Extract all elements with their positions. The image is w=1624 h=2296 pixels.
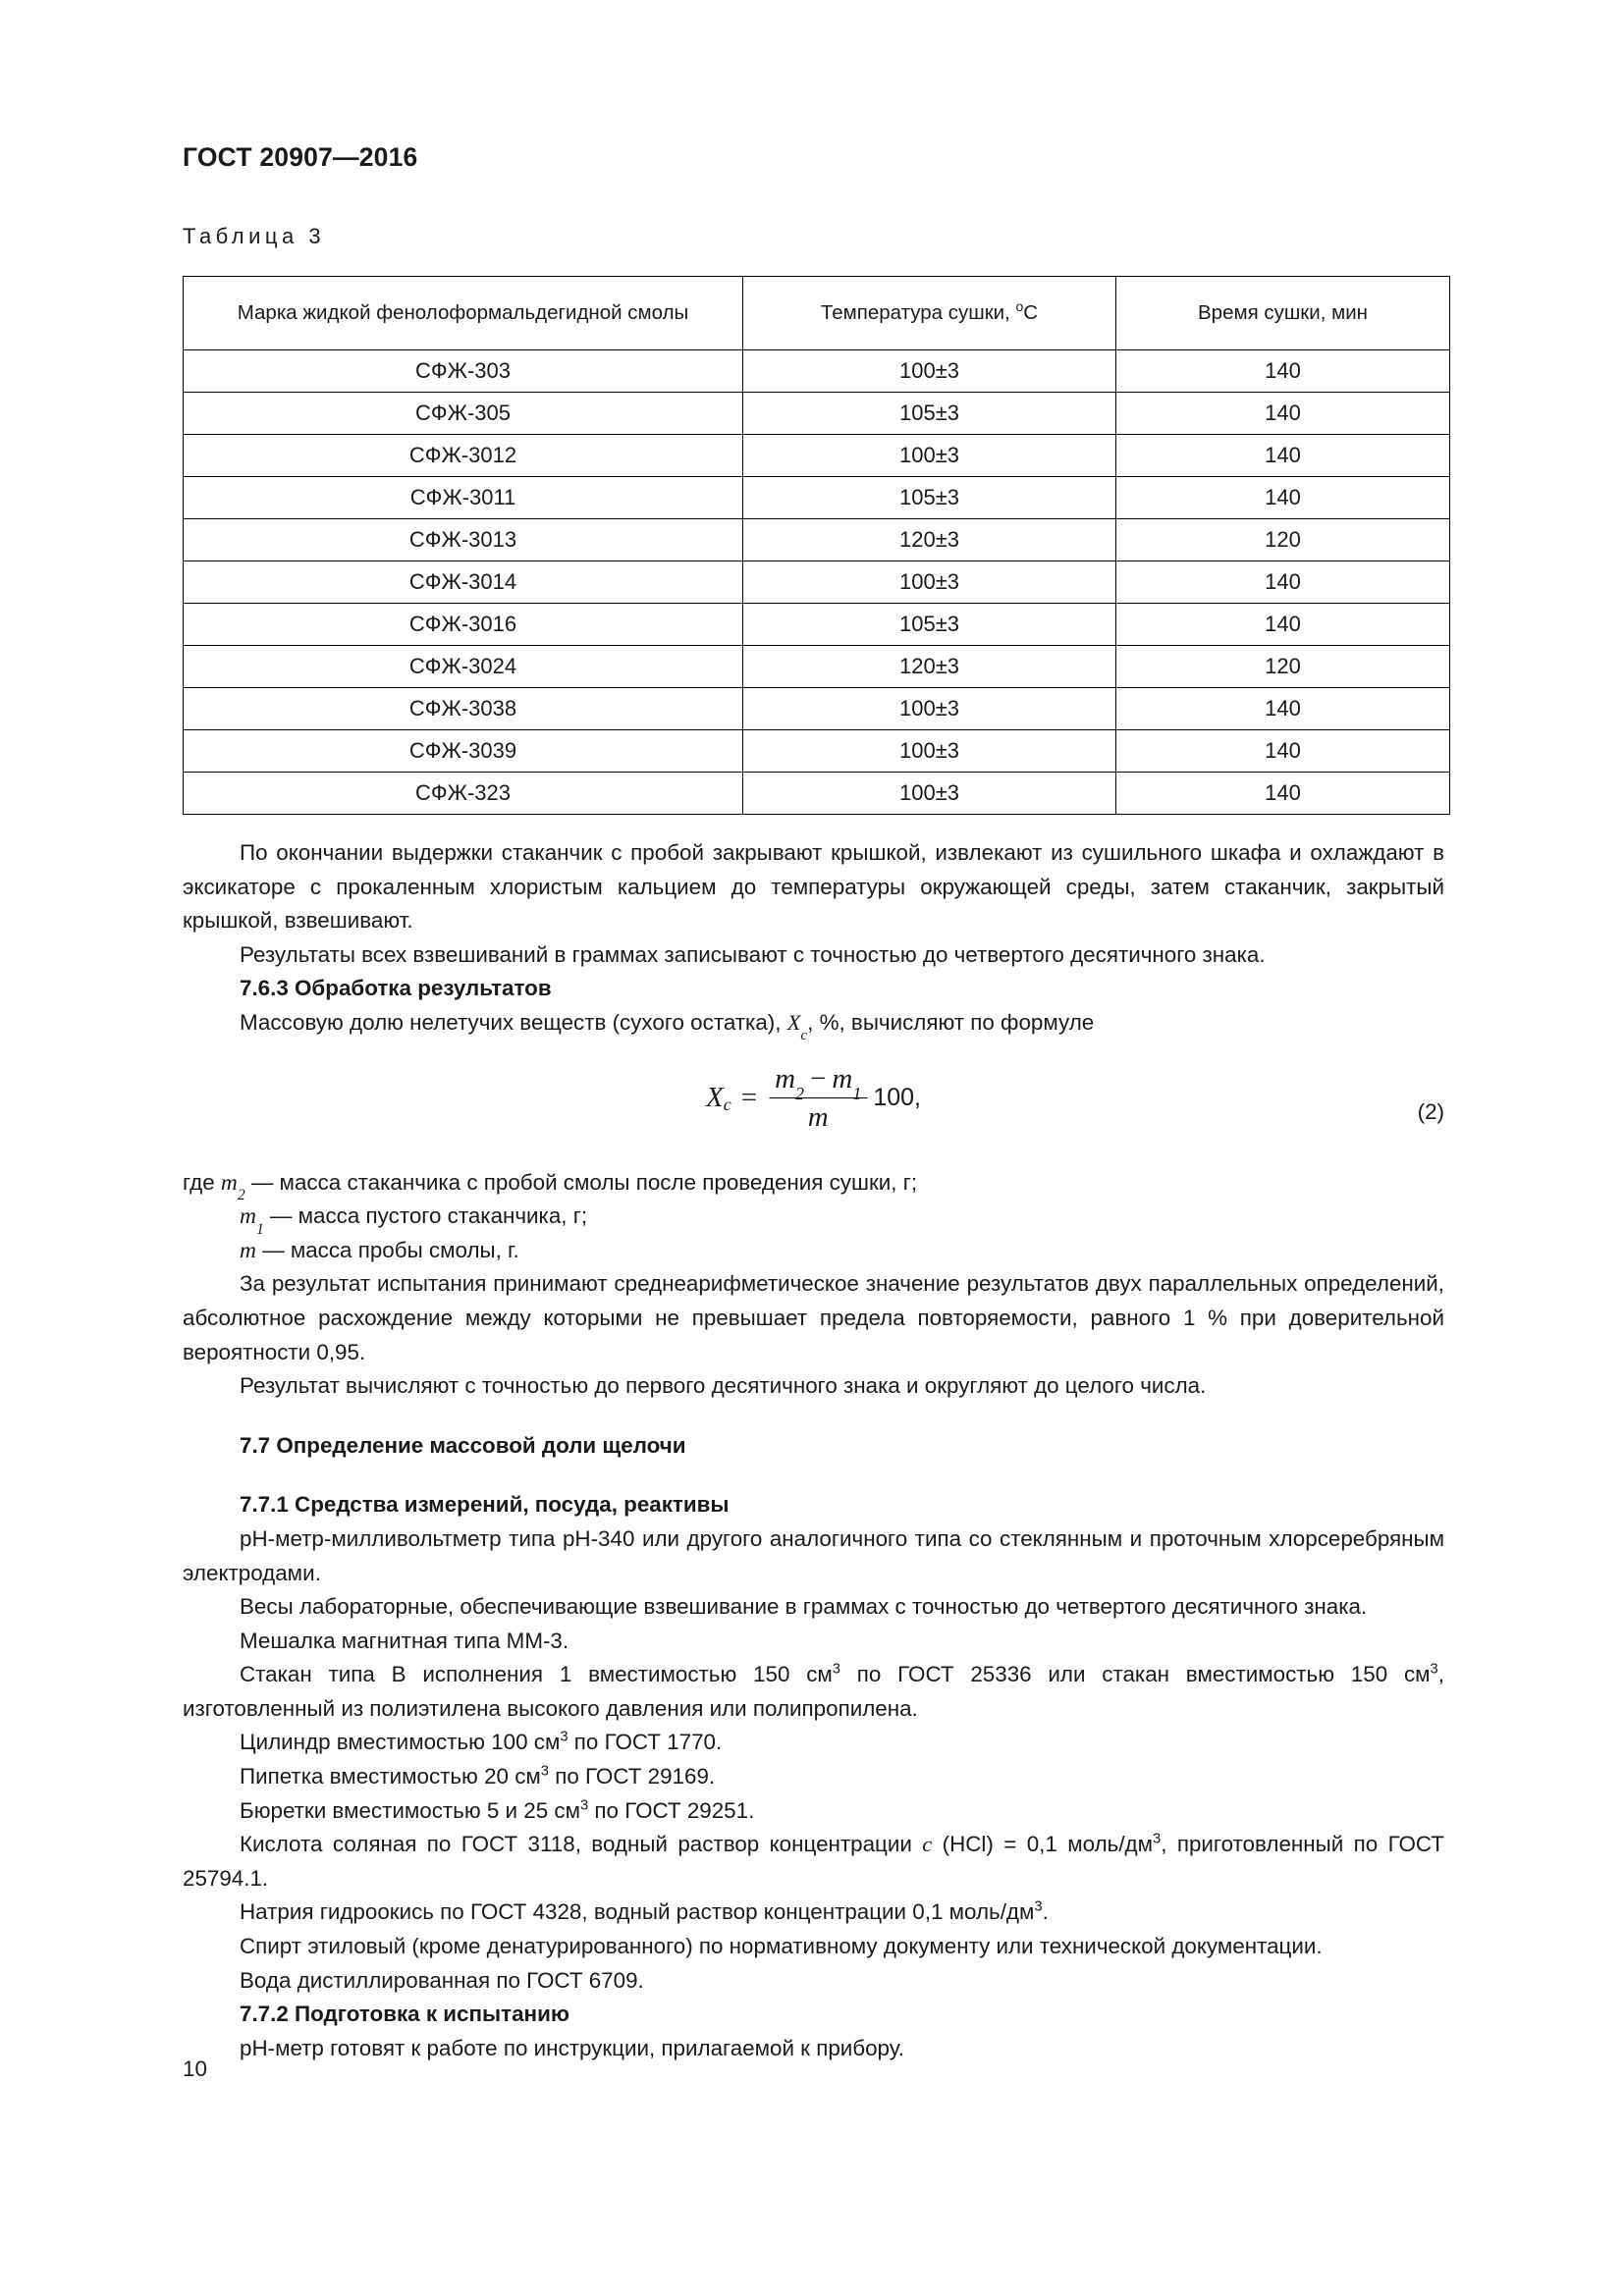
formula-fraction <box>769 1062 867 1135</box>
heading-7-7-1: 7.7.1 Средства измерений, посуда, реактивы <box>240 1492 730 1518</box>
variable-xc: X <box>786 1009 801 1035</box>
cell-temperature: 120±3 <box>743 646 1116 688</box>
superscript-cube-icon: 3 <box>1034 1898 1043 1915</box>
beaker-text-2: по ГОСТ 25336 или стакан вместимостью 150 см <box>840 1662 1431 1687</box>
cell-time: 140 <box>1116 350 1450 393</box>
legend-description: — масса пробы смолы, г. <box>255 1237 519 1262</box>
cell-time: 140 <box>1116 730 1450 773</box>
table-row <box>184 730 1450 773</box>
paragraph-water: Вода дистиллированная по ГОСТ 6709. <box>240 1967 644 1993</box>
column-header-temperature-unit: С <box>1023 301 1039 324</box>
cell-grade: СФЖ-303 <box>184 350 743 393</box>
paragraph-weighing-precision: Результаты всех взвешиваний в граммах записывают с точностью до четвертого десятичного знака. <box>240 941 1266 967</box>
cell-temperature: 100±3 <box>743 773 1116 815</box>
cell-temperature: 105±3 <box>743 604 1116 646</box>
superscript-cube-icon: 3 <box>1153 1831 1162 1847</box>
cell-grade: СФЖ-3016 <box>184 604 743 646</box>
cell-time: 140 <box>1116 561 1450 604</box>
legend-symbol: m <box>220 1169 238 1196</box>
column-header-temperature <box>743 277 1116 350</box>
table-row <box>184 561 1450 604</box>
table-row <box>184 688 1450 730</box>
column-header-time: Время сушки, мин <box>1116 277 1450 350</box>
spacer <box>183 1404 1444 1429</box>
superscript-cube-icon: 3 <box>560 1730 568 1745</box>
paragraph-pipette <box>183 1760 1444 1794</box>
column-header-grade: Марка жидкой фенолоформальдегидной смолы <box>184 277 743 350</box>
table-row <box>184 646 1450 688</box>
equation-number: (2) <box>1417 1098 1444 1124</box>
paragraph-sodium-hydroxide <box>183 1896 1444 1930</box>
pipette-text-2: по ГОСТ 29169. <box>549 1764 716 1789</box>
legend-description: — масса пустого стаканчика, г; <box>263 1203 588 1229</box>
cell-grade: СФЖ-3013 <box>184 519 743 561</box>
formula-num-sub-1: 2 <box>795 1084 805 1104</box>
legend-symbol-subscript: 1 <box>255 1220 264 1238</box>
legend-intro: где <box>183 1169 221 1195</box>
cell-grade: СФЖ-323 <box>184 773 743 815</box>
beaker-text-1: Стакан типа В исполнения 1 вместимостью 150 см <box>240 1662 833 1687</box>
cell-grade: СФЖ-3038 <box>184 688 743 730</box>
cell-time: 140 <box>1116 477 1450 519</box>
legend-symbol: m <box>240 1203 256 1230</box>
cell-time: 140 <box>1116 688 1450 730</box>
superscript-cube-icon: 3 <box>1430 1661 1438 1678</box>
paragraph-beaker <box>183 1658 1444 1726</box>
spacer <box>183 1463 1444 1488</box>
legend-item-m2 <box>183 1166 1444 1204</box>
cell-temperature: 100±3 <box>743 561 1116 604</box>
formula-row <box>183 1054 1444 1160</box>
cell-time: 120 <box>1116 646 1450 688</box>
heading-7-7-2: 7.7.2 Подготовка к испытанию <box>240 2002 569 2027</box>
paragraph-after-table: По окончании выдержки стаканчик с пробой закрывают крышкой, извлекают из сушильного шкафа и охлаждают в эксикаторе с прокаленным хлористым кальцием до температуры окружающей среды, затем стаканчик, закрытый крышкой, взвешивают. <box>183 840 1444 934</box>
cell-temperature: 120±3 <box>743 519 1116 561</box>
formula-legend <box>183 1166 1444 1268</box>
cell-grade: СФЖ-305 <box>184 393 743 435</box>
formula-lhs: X <box>706 1082 724 1114</box>
cell-temperature: 105±3 <box>743 477 1116 519</box>
degree-symbol-icon: o <box>1015 298 1024 315</box>
cell-temperature: 100±3 <box>743 350 1116 393</box>
burette-text-1: Бюретки вместимостью 5 и 25 см <box>240 1797 580 1823</box>
formula-intro-text-2: , %, вычисляют по формуле <box>807 1009 1095 1035</box>
variable-xc-subscript: c <box>800 1027 808 1044</box>
heading-7-7: 7.7 Определение массовой доли щелочи <box>240 1432 686 1458</box>
cell-time: 140 <box>1116 773 1450 815</box>
formula-minus: − <box>810 1062 827 1095</box>
cell-grade: СФЖ-3011 <box>184 477 743 519</box>
paragraph-ph-meter: pH-метр-милливольтметр типа рН-340 или другого аналогичного типа со стеклянным и проточным хлорсеребряным электродами. <box>183 1525 1444 1585</box>
hcl-text-1: Кислота соляная по ГОСТ 3118, водный раствор концентрации <box>240 1832 923 1857</box>
concentration-symbol: c <box>922 1832 933 1857</box>
table-caption: Таблица 3 <box>183 224 326 248</box>
column-header-temperature-text: Температура сушки, <box>820 301 1016 324</box>
page-number: 10 <box>183 2056 207 2081</box>
paragraph-formula-intro <box>183 1006 1444 1044</box>
formula-num-var-1: m <box>775 1062 796 1095</box>
cell-temperature: 105±3 <box>743 393 1116 435</box>
table-row <box>184 350 1450 393</box>
legend-symbol: m <box>240 1237 256 1263</box>
superscript-cube-icon: 3 <box>832 1661 841 1678</box>
pipette-text-1: Пипетка вместимостью 20 см <box>240 1764 541 1789</box>
cell-grade: СФЖ-3039 <box>184 730 743 773</box>
formula-num-var-2: m <box>832 1062 853 1095</box>
cell-temperature: 100±3 <box>743 688 1116 730</box>
paragraph-cylinder <box>183 1726 1444 1760</box>
paragraph-ph-preparation: pH-метр готовят к работе по инструкции, прилагаемой к прибору. <box>240 2035 904 2060</box>
cell-grade: СФЖ-3024 <box>184 646 743 688</box>
cell-temperature: 100±3 <box>743 730 1116 773</box>
body-text <box>183 836 1444 2065</box>
table-row <box>184 393 1450 435</box>
table-3 <box>183 276 1450 815</box>
paragraph-rounding: Результат вычисляют с точностью до первого десятичного знака и округляют до целого числа. <box>240 1373 1207 1399</box>
beaker-text-3: , изготовленный из полиэтилена высокого давления или полипропилена. <box>183 1662 1444 1721</box>
cell-time: 140 <box>1116 393 1450 435</box>
formula-denominator: m <box>807 1101 829 1134</box>
formula-intro-text-1: Массовую долю нелетучих веществ (сухого остатка), <box>240 1009 787 1035</box>
legend-symbol-subscript: 2 <box>237 1187 245 1204</box>
table-row <box>184 519 1450 561</box>
legend-description: — масса стаканчика с пробой смолы после проведения сушки, г; <box>244 1169 918 1195</box>
naoh-text-1: Натрия гидроокись по ГОСТ 4328, водный раствор концентрации 0,1 моль/дм <box>240 1899 1035 1925</box>
paragraph-balance: Весы лабораторные, обеспечивающие взвешивание в граммах с точностью до четвертого десятичного знака. <box>240 1594 1368 1620</box>
formula-num-sub-2: 1 <box>852 1084 862 1104</box>
burette-text-2: по ГОСТ 29251. <box>588 1797 755 1823</box>
hcl-text-3: , приготовленный по ГОСТ 25794.1. <box>183 1832 1444 1891</box>
cell-time: 140 <box>1116 604 1450 646</box>
paragraph-mean-result: За результат испытания принимают среднеарифметическое значение результатов двух параллельных определений, абсолютное расхождение между которыми не превышает предела повторяемости, равного 1 % при доверительной вероятности 0,95. <box>183 1271 1444 1364</box>
cylinder-text-1: Цилиндр вместимостью 100 см <box>240 1730 561 1755</box>
cell-time: 120 <box>1116 519 1450 561</box>
table-row <box>184 477 1450 519</box>
cylinder-text-2: по ГОСТ 1770. <box>568 1730 723 1755</box>
page-title: ГОСТ 20907—2016 <box>183 142 418 172</box>
formula-numerator <box>769 1062 867 1104</box>
legend-item-m <box>183 1234 1444 1268</box>
table-row <box>184 773 1450 815</box>
cell-grade: СФЖ-3012 <box>184 435 743 477</box>
table-3-wrapper <box>183 276 1449 815</box>
table-row <box>184 435 1450 477</box>
table-row <box>184 604 1450 646</box>
paragraph-ethanol: Спирт этиловый (кроме денатурированного) по нормативному документу или технической документации. <box>240 1934 1323 1959</box>
paragraph-stirrer: Мешалка магнитная типа ММ-3. <box>240 1628 569 1653</box>
superscript-cube-icon: 3 <box>579 1797 589 1814</box>
table-body <box>184 350 1450 815</box>
hcl-text-2: (HCl) = 0,1 моль/дм <box>932 1832 1153 1857</box>
heading-7-6-3: 7.6.3 Обработка результатов <box>240 976 552 1001</box>
naoh-text-2: . <box>1042 1899 1049 1925</box>
table-header-row <box>184 277 1450 350</box>
paragraph-burette <box>183 1794 1444 1829</box>
formula-mass-fraction: X c = $\frac{m_2 - m_1}{m}$ 100, <box>706 1062 921 1134</box>
cell-temperature: 100±3 <box>743 435 1116 477</box>
legend-item-m1 <box>183 1200 1444 1238</box>
cell-time: 140 <box>1116 435 1450 477</box>
paragraph-hydrochloric-acid <box>183 1828 1444 1896</box>
cell-grade: СФЖ-3014 <box>184 561 743 604</box>
formula-equals: = <box>740 1082 758 1114</box>
superscript-cube-icon: 3 <box>540 1763 550 1780</box>
formula-multiplier: 100, <box>873 1084 921 1112</box>
